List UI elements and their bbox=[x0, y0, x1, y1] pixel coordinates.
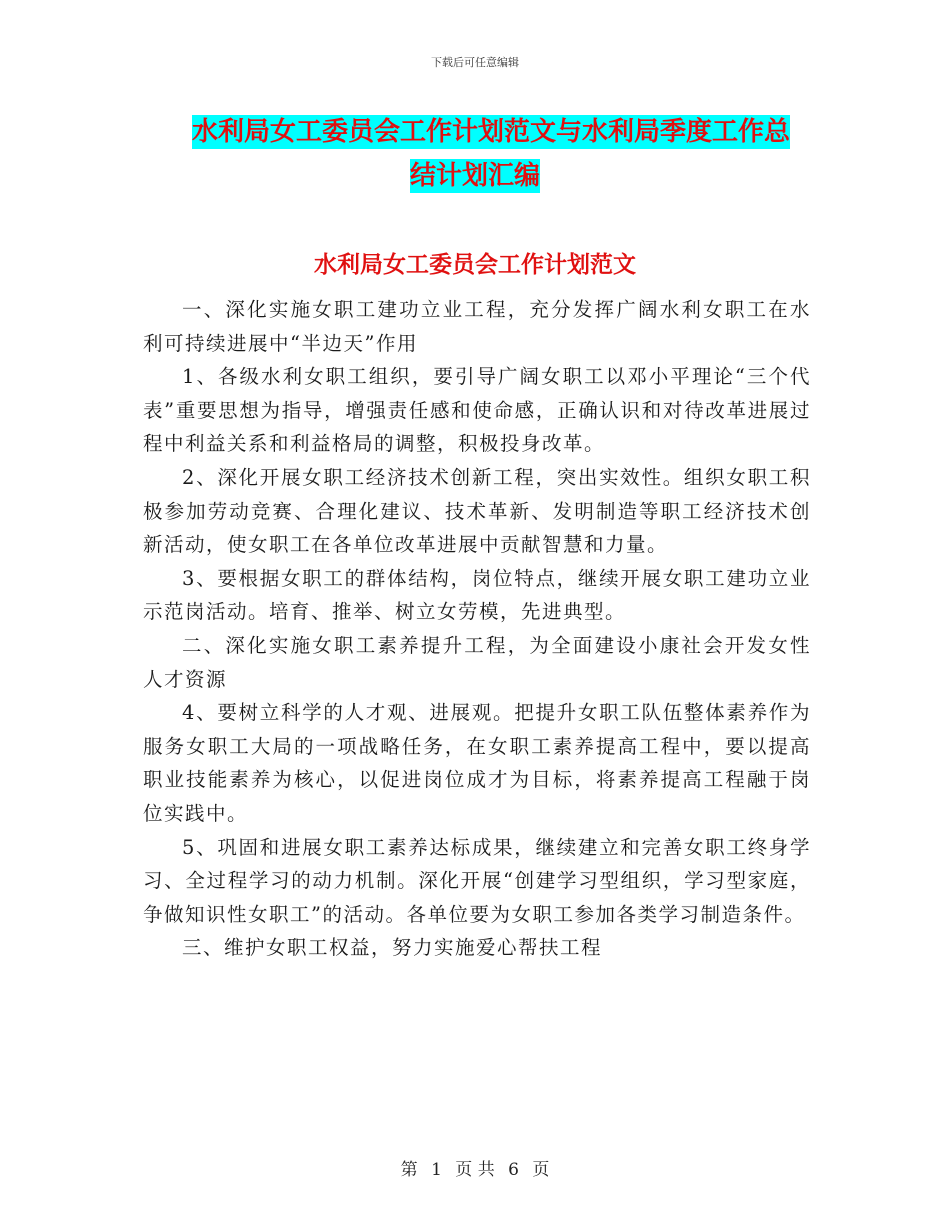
paragraph: 三、维护女职工权益，努力实施爱心帮扶工程 bbox=[182, 936, 603, 960]
title-line-1: 水利局女工委员会工作计划范文与水利局季度工作总 bbox=[192, 117, 791, 147]
paragraph: 1、各级水利女职工组织，要引导广阔女职工以邓小平理论“三个代表”重要思想为指导，增强责任感和使命感，正确认识和对待改革进展过程中利益关系和利益格局的调整，积极投身改革。 bbox=[143, 365, 811, 456]
paragraph: 3、要根据女职工的群体结构，岗位特点，继续开展女职工建功立业示范岗活动。培育、推举、树立女劳模，先进典型。 bbox=[143, 566, 811, 624]
section-title: 水利局女工委员会工作计划范文 bbox=[314, 252, 636, 278]
body-text bbox=[143, 293, 811, 965]
paragraph: 一、深化实施女职工建功立业工程，充分发挥广阔水利女职工在水利可持续进展中“半边天”作用 bbox=[143, 298, 811, 355]
footer-mid: 页 共 bbox=[455, 1160, 495, 1180]
footer-prefix: 第 bbox=[400, 1160, 418, 1180]
title-line-2: 结计划汇编 bbox=[409, 161, 540, 191]
paragraph: 4、要树立科学的人才观、进展观。把提升女职工队伍整体素养作为服务女职工大局的一项战略任务，在女职工素养提高工程中，要以提高职业技能素养为核心，以促进岗位成才为目标，将素养提高工程融于岗位实践中。 bbox=[143, 701, 811, 825]
paragraph: 2、深化开展女职工经济技术创新工程，突出实效性。组织女职工积极参加劳动竞赛、合理化建议、技术革新、发明制造等职工经济技术创新活动，使女职工在各单位改革进展中贡献智慧和力量。 bbox=[143, 465, 811, 557]
footer-total-pages: 6 bbox=[508, 1160, 519, 1180]
header-note: 下载后可任意编辑 bbox=[431, 56, 519, 69]
paragraph: 二、深化实施女职工素养提升工程，为全面建设小康社会开发女性人才资源 bbox=[143, 633, 811, 691]
page-footer bbox=[0, 1155, 950, 1180]
document-title bbox=[140, 110, 810, 198]
footer-page-number: 1 bbox=[431, 1160, 442, 1180]
footer-suffix: 页 bbox=[532, 1160, 550, 1180]
paragraph: 5、巩固和进展女职工素养达标成果，继续建立和完善女职工终身学习、全过程学习的动力机制。深化开展“创建学习型组织，学习型家庭，争做知识性女职工”的活动。各单位要为女职工参加各类学习制造条件。 bbox=[143, 835, 811, 926]
